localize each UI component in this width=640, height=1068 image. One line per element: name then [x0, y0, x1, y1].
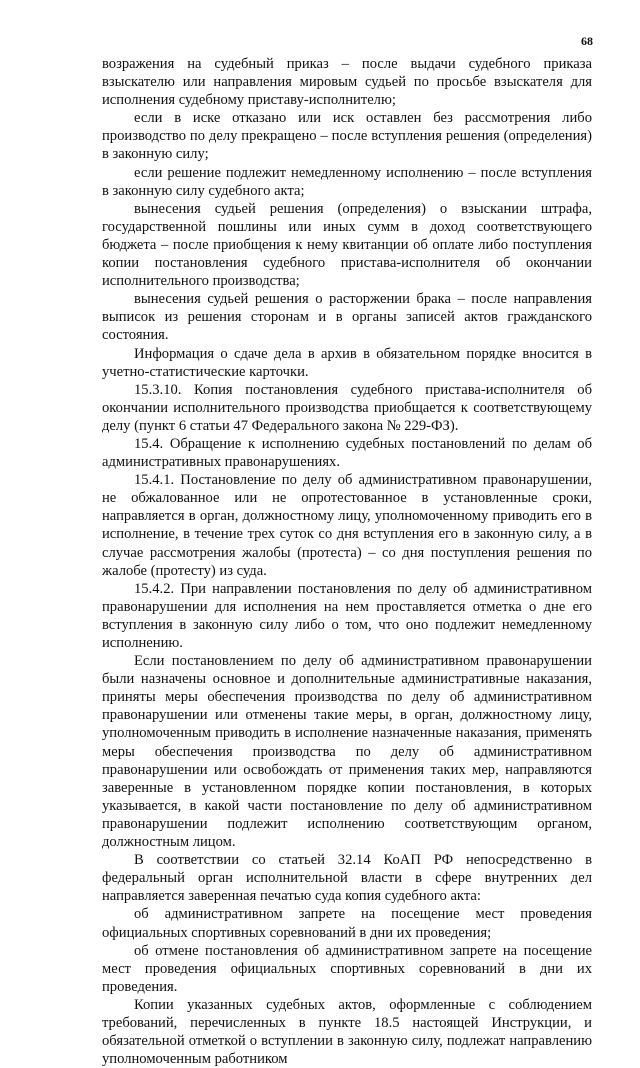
paragraph: если в иске отказано или иск оставлен без рассмотрения либо производство по делу прекращено – после вступления решения (определения) в законную силу; [102, 110, 592, 163]
section-heading: 15.4. Обращение к исполнению судебных постановлений по делам об административных правонарушениях. [102, 435, 592, 471]
paragraph: 15.4.1. Постановление по делу об административном правонарушении, не обжалованное или не опротестованное в установленные сроки, направляется в орган, должностному лицу, уполномоченному приводить его в исполнение, в течение трех суток со дня вступления его в законную силу, а в случае рассмотрения жалобы (протеста) – со дня поступления решения по жалобе (протесту) из суда. [102, 472, 592, 579]
paragraph: Информация о сдаче дела в архив в обязательном порядке вносится в учетно-статистические карточки. [102, 345, 592, 380]
paragraph: если решение подлежит немедленному исполнению – после вступления в законную силу судебного акта; [102, 164, 592, 199]
paragraph: вынесения судьей решения о расторжении брака – после направления выписок из решения сторонам и в органы записей актов гражданского состояния. [102, 291, 592, 344]
paragraph: 15.4.2. При направлении постановления по делу об административном правонарушении для исполнения на нем проставляется отметка о дне его вступления в законную силу либо о том, что оно подлежит немедленному исполнению. [102, 580, 592, 651]
paragraph: об отмене постановления об административном запрете на посещение мест проведения официальных спортивных соревнований в дни их проведения. [102, 942, 592, 995]
paragraph: Если постановлением по делу об административном правонарушении были назначены основное и дополнительные административные наказания, приняты меры обеспечения производства по делу об административном правонарушении или отменены такие меры, в орган, должностному лицу, уполномоченным приводить в исполнение назначенные наказания, применять меры обеспечения производства по делу об административном правонарушении или освобождать от применения таких мер, направляются заверенные в установленном порядке копии постановления, в которых указывается, в какой части постановление по делу об административном правонарушении подлежит исполнению соответствующим органом, должностным лицом. [102, 653, 592, 851]
paragraph: возражения на судебный приказ – после выдачи судебного приказа взыскателю или направления мировым судьей по просьбе взыскателя для исполнения судебному приставу-исполнителю; [102, 56, 592, 109]
paragraph: вынесения судьей решения (определения) о взыскании штрафа, государственной пошлины или иных сумм в доход соответствующего бюджета – после приобщения к нему квитанции об оплате либо поступления копии постановления судебного пристава-исполнителя об окончании исполнительного производства; [102, 200, 592, 290]
page-number: 68 [581, 34, 593, 48]
paragraph: об административном запрете на посещение мест проведения официальных спортивных соревнований в дни их проведения; [102, 906, 592, 941]
document-body [102, 55, 592, 1068]
paragraph: 15.3.10. Копия постановления судебного пристава-исполнителя об окончании исполнительного производства приобщается к соответствующему делу (пункт 6 статьи 47 Федерального закона № 229-ФЗ). [102, 381, 592, 434]
paragraph: В соответствии со статьей 32.14 КоАП РФ непосредственно в федеральный орган исполнительной власти в сфере внутренних дел направляется заверенная печатью суда копия судебного акта: [102, 852, 592, 905]
paragraph: Копии указанных судебных актов, оформленные с соблюдением требований, перечисленных в пункте 18.5 настоящей Инструкции, и обязательной отметкой о вступлении в законную силу, подлежат направлению уполномоченным работником [102, 996, 592, 1068]
